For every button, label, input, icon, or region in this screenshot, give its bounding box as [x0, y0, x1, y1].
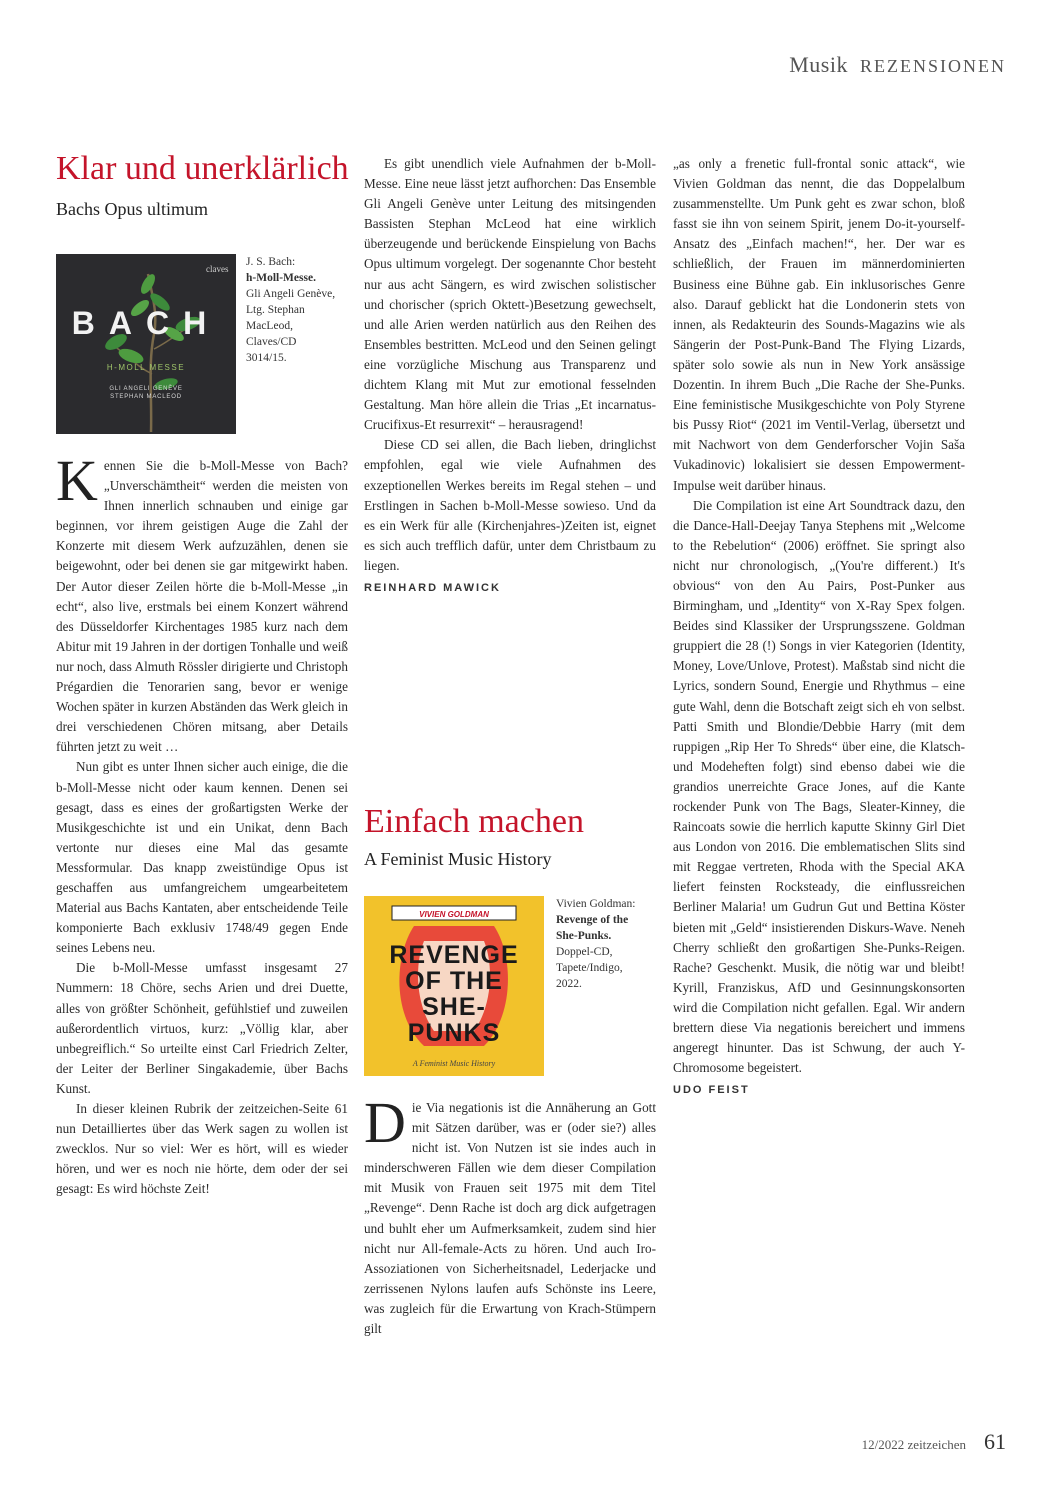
cover-artist: VIVIEN GOLDMAN [419, 910, 489, 919]
article2-paragraph: „as only a frenetic full-frontal sonic attack“, wie Vivien Goldman das nennt, die das Doppelalbum zusammenstellte. Um Punk geht es zwar schon, bloß fasst sie ihn von seinem Spirit, jenem Do-it-yourself-Ansatz des „Einfach machen!“, her. Der war es schließlich, der Frauen im männerdominierten Business eine Bühne gab. Ein inklusorisches Genre also. Darauf geblickt hat die Londonerin stets von innen, als Redakteurin des Sounds-Magazins wie als Sängerin der Post-Punk-Band The Flying Lizards, später solo sowie als nun in New York ansässige Dozentin. In ihrem Buch „Die Rache der She-Punks. Eine feministische Musikgeschichte von Poly Styrene bis Pussy Riot“ (2021 im Ventil-Verlag, übersetzt und mit Nachwort von dem Genderforscher Vojin Saša Vukadinovic) lokalisiert sie dessen Empowerment-Impulse weit darüber hinaus. [673, 156, 965, 493]
page-number: 61 [984, 1429, 1006, 1454]
article1-paragraph: Die b-Moll-Messe umfasst insgesamt 27 Nummern: 18 Chöre, sechs Arien und drei Duette, alles von größter Schönheit, gefühlstief und zuweilen außerordentlich virtuos, kurz: „Völlig klar, aber unbegreiflich.“ So urteilte einst Carl Friedrich Zelter, der Leiter der Berliner Singakademie, über Bachs Kunst. [56, 960, 348, 1096]
caption-rest: Gli Angeli Genève, Ltg. Stephan MacLeod, Claves/CD 3014/15. [246, 288, 336, 364]
cover-title: BACH [71, 305, 221, 341]
article1-paragraph: Es gibt unendlich viele Aufnahmen der b-Moll-Messe. Eine neue lässt jetzt aufhorchen: Das Ensemble Gli Angeli Genève unter Leitung des mitsingenden Bassisten Stephan McLeod hat eine wirklich überzeugende und berückende Einspielung von Bachs Opus ultimum vorgelegt. Der sogenannte Chor besteht nur aus acht Sängern, es wird zwischen solistischer und chorischer (sprich Oktett-)Besetzung gewechselt, und alle Arien werden natürlich aus den Reihen des Ensembles bestritten. McLeod und den Seinen gelingt eine vorzügliche Mischung aus Transparenz und dichtem Klang mit Mut zur emotional fesselnden Gestaltung. Man höre allein die Trias „Et incarnatus-Crucifixus-Et resurrexit“ – herausragend! [364, 156, 656, 433]
page-footer [862, 1429, 1006, 1455]
article1-paragraph: Diese CD sei allen, die Bach lieben, dringlichst empfohlen, egal wie viele Aufnahmen des exzeptionellen Werkes bereits im Regal stehen – und Erstlingen in Sachen b-Moll-Messe sowieso. Und da es ein Werk für alle (Kirchenjahres-)Zeiten ist, eignet es sich auch trefflich dafür, unter dem Christbaum zu liegen. [364, 437, 656, 573]
article1-paragraph: Nun gibt es unter Ihnen sicher auch einige, die die b-Moll-Messe nicht oder kaum kennen. Denen sei gesagt, dass es eines der großartigsten Werke der Musikgeschichte ist und ein Unikat, denn Bach vertonte nur dieses eine Mal das gesamte Messformular. Das knapp zweistündige Opus ist geschaffen aus umfangreichem umgearbeitetem Material aus Bachs Kantaten, aber entscheidende Teile komponierte Bach exklusiv 1748/49 gegen Ende seines Lebens neu. [56, 759, 348, 956]
article2-paragraph: Die Via negationis ist die Annäherung an Gott mit Sätzen darüber, was er (oder sie?) alles nicht ist. Von Nutzen ist sie indes auch in minderschweren Fällen wie dem dieser Compilation mit Musik von Frauen seit 1975 mit dem Titel „Revenge“. Denn Rache ist doch arg dick aufgetragen und buhlt eher um Aufmerksamkeit, zudem sind hier nicht nur All-female-Acts zu hören. Und auch Iro-Assoziationen von Sicherheitsnadel, Lederjacke und zerrissenen Nylons laufen aufs Schönste ins Leere, was zugleich für die Erwartung von Krach-Stümpern gilt [364, 1090, 656, 1337]
article1-paragraph: Kennen Sie die b-Moll-Messe von Bach? „Unverschämtheit“ werden die meisten von Ihnen innerlich schnauben und einige gar beginnen, vor ihrem geistigen Auge die Zahl der Konzerte mit diesem Werk aufzuzählen, denen sie beigewohnt, oder bei denen sie gar mitgewirkt haben. Der Autor dieser Zeilen hörte die b-Moll-Messe „in echt“, also live, erstmals bei einem Konzert während des Düsseldorfer Kirchentages 1985 kurz nach dem Abitur mit 19 Jahren in der dortigen Tonhalle und weiß nur noch, dass Almuth Rössler dirigierte und Christoph Prégardien die Tenorarien sang, bevor er wenige Wochen später in kurzen Abständen das Werk gleich in drei verschiedenen Chören mitsang, aber Details führten jetzt zu weit … [56, 448, 348, 755]
article2-paragraph: Die Compilation ist eine Art Soundtrack dazu, den die Dance-Hall-Deejay Tanya Stephens mit „Welcome to the Rebelution“ (2006) eröffnet. Sie springt also nicht nur chronologisch, „(You're different.) It's obvious“ von den Au Pairs, Post-Punker aus Birmingham, und „Identity“ von X-Ray Spex folgen. Beides sind Klassiker der Ursprungsszene. Goldman gruppiert die 28 (!) Songs in vier Kategorien (Identity, Money, Love/Unlove, Protest). Maßstab sind nicht die Lyrics, sondern Sound, Energie und Rhythmus – eine gute Wahl, denn die Botschaft zeigt sich eh von selbst. Patti Smith und Blondie/Debbie Harry (mit dem ruppigen „Rip Her To Shreds“ über eine, die Klatsch- und Modeheften folgt) sind ebenso dabei wie die grandios unerreichte Grace Jones, auf die Kante rockender Punk von The Bags, Sleater-Kinney, die Raincoats sowie die herrlich kaputte Skinny Girl Diet aus London von 2016. Die emblematischen Slits sind mit Reggae vertreten, Rhoda with the Special AKA liefert feinsten Rocksteady, die einflussreichen Berliner Malaria! um Gudrun Gut und Bettina Köster bieten mit „Geld“ insistierenden Diskurs-Wave. Neneh Cherry schließt den großartigen She-Punks-Reigen. Rache? Geschenkt. Musik, die nötig war und bleibt! Kyrill, Franziskus, AfD und Gesinnungskonsorten wird die Compilation nicht gefallen. Egal. Wir andern brettern diese Via negationis bereichert und immens angeregt hinunter. Das ist Schwung, der auch Y-Chromosome begeistert. [673, 497, 965, 1076]
article1-paragraph: In dieser kleinen Rubrik der zeitzeichen-Seite 61 nun Detailliertes über das Werk sagen zu wollen ist zwecklos. Nur so viel: Wer es hört, will es wieder hören, und wer es noch nie hörte, dem oder der sei gesagt: Es wird höchste Zeit! [56, 1101, 348, 1197]
caption-line1: J. S. Bach: [246, 256, 296, 268]
article1-headline: Klar und unerklärlich [56, 150, 349, 187]
article2-caption [556, 896, 646, 992]
cover-subtitle: H-MOLL MESSE [106, 363, 186, 372]
article2-column2 [673, 154, 965, 1100]
article2-headline: Einfach machen [364, 803, 584, 840]
running-head-section: REZENSIONEN [860, 56, 1006, 76]
cover-label: claves [206, 264, 229, 274]
article1-subhead: Bachs Opus ultimum [56, 199, 208, 219]
issue-label: 12/2022 zeitzeichen [861, 1437, 966, 1452]
cover-title: REVENGE OF THE SHE-PUNKS [389, 942, 519, 1047]
running-head-topic: Musik [789, 52, 848, 77]
article2-subhead: A Feminist Music History [364, 849, 552, 869]
caption-line1: Vivien Goldman: [556, 898, 636, 910]
article1-column2 [364, 154, 656, 598]
running-head [789, 52, 1006, 78]
she-punks-cd-cover [364, 896, 544, 1076]
article1-caption [246, 254, 336, 366]
article2-author: UDO FEIST [673, 1084, 750, 1097]
caption-rest: Doppel-CD, Tapete/Indigo, 2022. [556, 946, 623, 990]
article1-column1 [56, 448, 348, 1199]
bach-cd-cover [56, 254, 236, 434]
cover-performer1: GLI ANGELI GENÈVE [109, 386, 183, 392]
cover-performer2: STEPHAN MACLEOD [110, 394, 182, 400]
dropcap: D [364, 1090, 406, 1155]
caption-work: h-Moll-Messe. [246, 272, 316, 284]
cover-tag: A Feminist Music History [412, 1059, 496, 1068]
caption-work: Revenge of the She-Punks. [556, 914, 629, 942]
dropcap: K [56, 448, 98, 513]
article1-author: REINHARD MAWICK [364, 581, 501, 594]
article2-column1 [364, 1090, 656, 1339]
